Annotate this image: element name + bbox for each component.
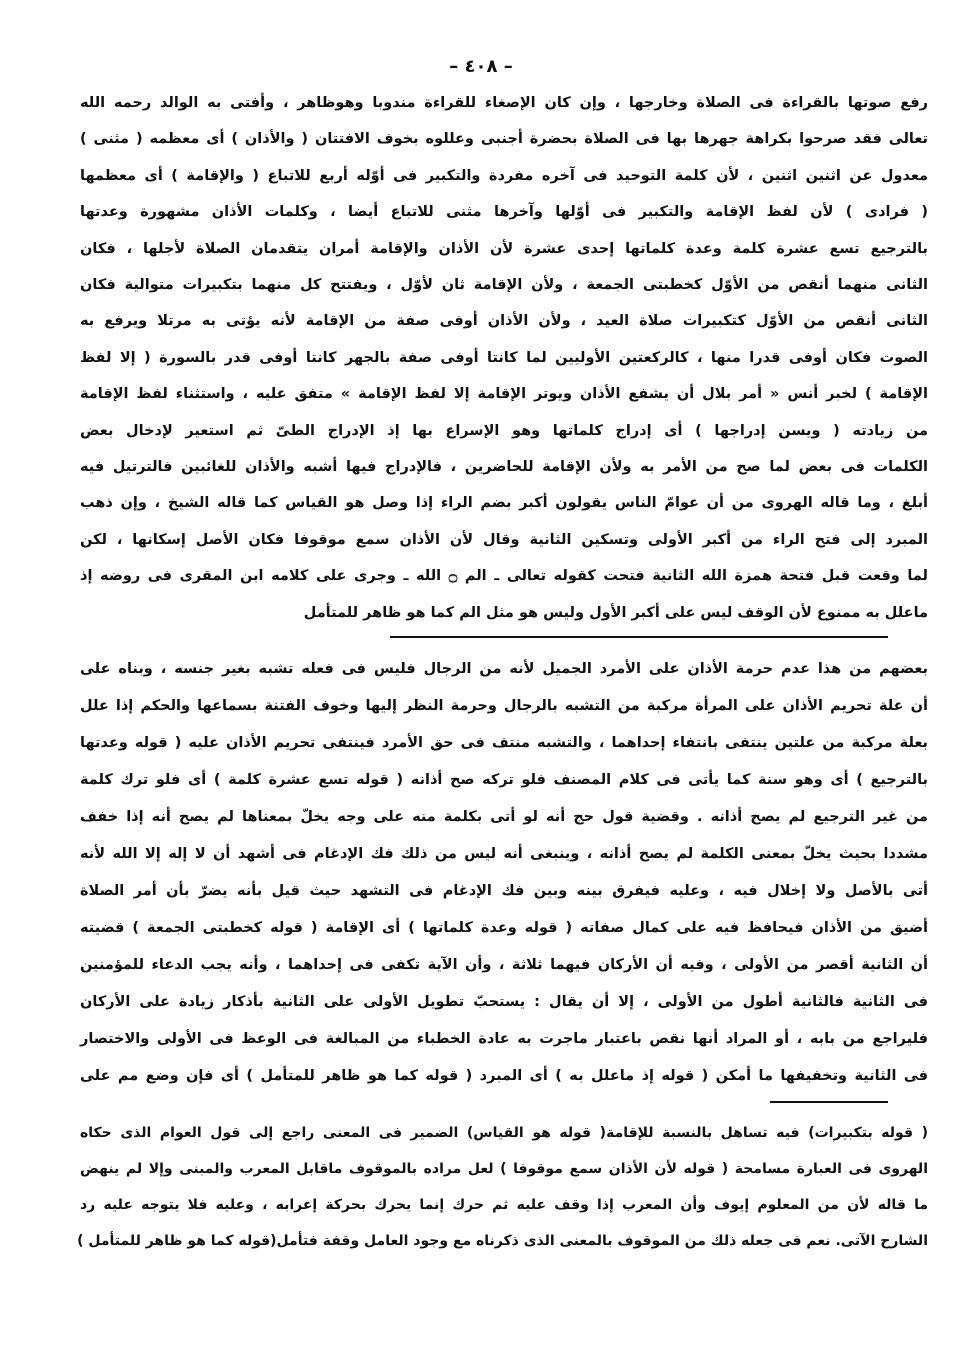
text-line: بعضهم من هذا عدم حرمة الأذان على الأمرد الجميل لأنه من الرجال فليس فى فعله تشبه بغير جنسه ، وبناه على — [80, 661, 928, 677]
text-line: بعلة مركبة من علتين ينتفى بانتفاء إحداهما ، والتشبه منتف فى حق الأمرد فينتفى تحريم الأذان عليه ( قوله وعدتها — [80, 735, 928, 751]
text-line: فليراجع من بابه ، أو المراد أنها نقص باعتبار ماجرت به عادة الخطباء من المبالغة فى الوعظ فى الأولى والاختصار — [80, 1031, 928, 1047]
separator-rule — [390, 636, 888, 638]
text-line: رفع صوتها بالقراءة فى الصلاة وخارجها ، وإن كان الإصغاء للقراءة مندوبا وهوظاهر ، وأفتى به الوالد رحمه الله — [80, 95, 928, 111]
text-line: الإقامة ) لخبر أنس « أمر بلال أن يشفع الأذان ويوتر الإقامة إلا لفظ الإقامة » متفق عليه ، واستثناء لفظ الإقامة — [80, 386, 928, 403]
text-line: بالترجيع تسع عشرة كلمة وعدة كلماتها إحدى عشرة لأن الأذان والإقامة أمران يتقدمان الصلاة لأجلها ، فكان — [80, 240, 928, 257]
footnote-separator-rule — [770, 1101, 888, 1103]
text-line: مشددا بحيث يخلّ بمعنى الكلمة لم يصح أذانه ، وينبغى أنه ليس من ذلك فك الإدغام فى أشهد أن لا إله إلا الله لأنه — [80, 846, 928, 862]
text-line: لما وقعت قبل فتحة همزة الله الثانية فتحت كقوله تعالى ـ الم ۝ الله ـ وجرى على كلامه ابن المقرى فى روضه إذ — [80, 568, 928, 585]
text-line: أبلغ ، وما قاله الهروى من أن عوامّ الناس يقولون أكبر بضم الراء إذا وصل هو القياس كما قاله الشيخ ، وإن ذهب — [80, 495, 928, 512]
text-line: فى الثانية فالثانية أطول من الأولى ، إلا أن يقال : يستحبّ تطويل الأولى على الثانية بأذكار زيادة على الأركان — [80, 994, 928, 1010]
text-line: الكلمات فى بعض لما صح من الأمر به ولأن الإقامة للحاضرين ، فالإدراج فيها أشبه والأذان للغائبين فالترتيل فيه — [80, 459, 928, 475]
text-line: الهروى فى العبارة مسامحة ( قوله لأن الأذان سمع موقوفا ) لعل مراده بالموقوف ماقابل المعرب والمبنى وإلا لم ينهض — [80, 1161, 928, 1177]
text-line: ما قاله لأن من المعلوم إيوف وأن المعرب إذا وقف عليه ثم حرك إنما يحرك بحركة إعرابه ، وعليه فلا يتوجه عليه رد — [80, 1197, 928, 1213]
text-line: أتى بالأصل ولا إخلال فيه ، وعليه فيفرق بينه وبين فك الإدغام فى التشهد حيث قيل بأنه يضرّ بأن أمر الصلاة — [80, 883, 928, 899]
text-line: من زيادته ( ويسن إدراجها ) أى إدراج كلماتها وهو الإسراع بها إذ الإدراج الطىّ ثم استعير لإدخال بعض — [80, 422, 928, 439]
text-line: أضيق من الأذان فيحافظ فيه على كمال صفاته ( قوله وعدة كلماتها ) أى الإقامة ( قوله كخطبتى الجمعة ) قضيته — [80, 920, 928, 936]
text-line: الثانى منهما أنقص من الأوّل كخطبتى الجمعة ، ولأن الإقامة ثان لأوّل ، ويفتتح كل منهما بتكبيرات متوالية فكان — [80, 277, 928, 293]
page-number: – ٤٠٨ – — [449, 56, 513, 77]
text-line: ( قوله بتكبيرات) فيه تساهل بالنسبة للإقامة( قوله هو القياس) الضمير فى المعنى راجع إلى قول العوام الذى حكاه — [80, 1125, 928, 1141]
text-line: الصوت فكان أوفى قدرا منها ، كالركعتين الأوليين لما كانتا أوفى صفة بالجهر كانتا أوفى قدر بالسورة ( إلا لفظ — [80, 349, 928, 366]
text-line: فى الثانية وتخفيفها ما أمكن ( قوله إذ ماعلل به ) أى المبرد ( قوله كما هو ظاهر للمتأمل ) أى فإن وضع مم على — [80, 1068, 928, 1084]
text-line: معدول عن اثنين اثنين ، لأن كلمة التوحيد فى آخره مفردة والتكبير فى أوّله أربع للاتباع ( والإقامة ) أى معظمها — [80, 167, 928, 184]
text-line: المبرد إلى فتح الراء من أكبر الأولى وتسكين الثانية وقال لأن الأذان سمع موقوفا فكان الأصل إسكانها ، لكن — [80, 531, 928, 548]
text-line: تعالى فقد صرحوا بكراهة جهرها بها فى الصلاة بحضرة أجنبى وعللوه بخوف الافتتان ( والأذان ) أى معظمه ( مثنى ) — [80, 131, 928, 148]
text-line: الشارح الآتى. نعم فى جعله ذلك من الموقوف بالمعنى الذى ذكرناه مع وجود العامل وقفة فتأمل(قوله كما هو ظاهر للمتأمل ) — [77, 1233, 928, 1249]
text-line: من غير الترجيع لم يصح أذانه . وقضية قول حج أنه لو أتى بكلمة منه على وجه يخلّ بمعناها لم يصح أنه إذا خفف — [80, 809, 928, 825]
text-line: ( فرادى ) لأن لفظ الإقامة والتكبير فى أوّلها وآخرها مثنى للاتباع أيضا ، وكلمات الأذان مشهورة وعدتها — [80, 204, 928, 221]
text-line: بالترجيع ) أى وهو سنة كما يأتى فى كلام المصنف فلو تركه صح أذانه ( قوله تسع عشرة كلمة ) أى فلو ترك كلمة — [80, 772, 928, 788]
text-line: الثانى أنقص من الأوّل كتكبيرات صلاة العيد ، ولأن الأذان أوفى صفة من الإقامة لأنه يؤتى به مرتلا ويرفع به — [80, 313, 928, 330]
text-line: أن الثانية أقصر من الأولى ، وفيه أن الأركان فيهما ثلاثة ، وأن الآية تكفى فى إحداهما ، وأنه يجب الدعاء للمؤمنين — [80, 957, 928, 973]
text-line: أن علة تحريم الأذان على المرأة مركبة من التشبه بالرجال وحرمة النظر إليها وخوف الفتنة بسماعها والحكم إذا علل — [80, 698, 928, 714]
text-line: ماعلل به ممنوع لأن الوقف ليس على أكبر الأول وليس هو مثل الم كما هو ظاهر للمتأمل — [303, 604, 928, 621]
